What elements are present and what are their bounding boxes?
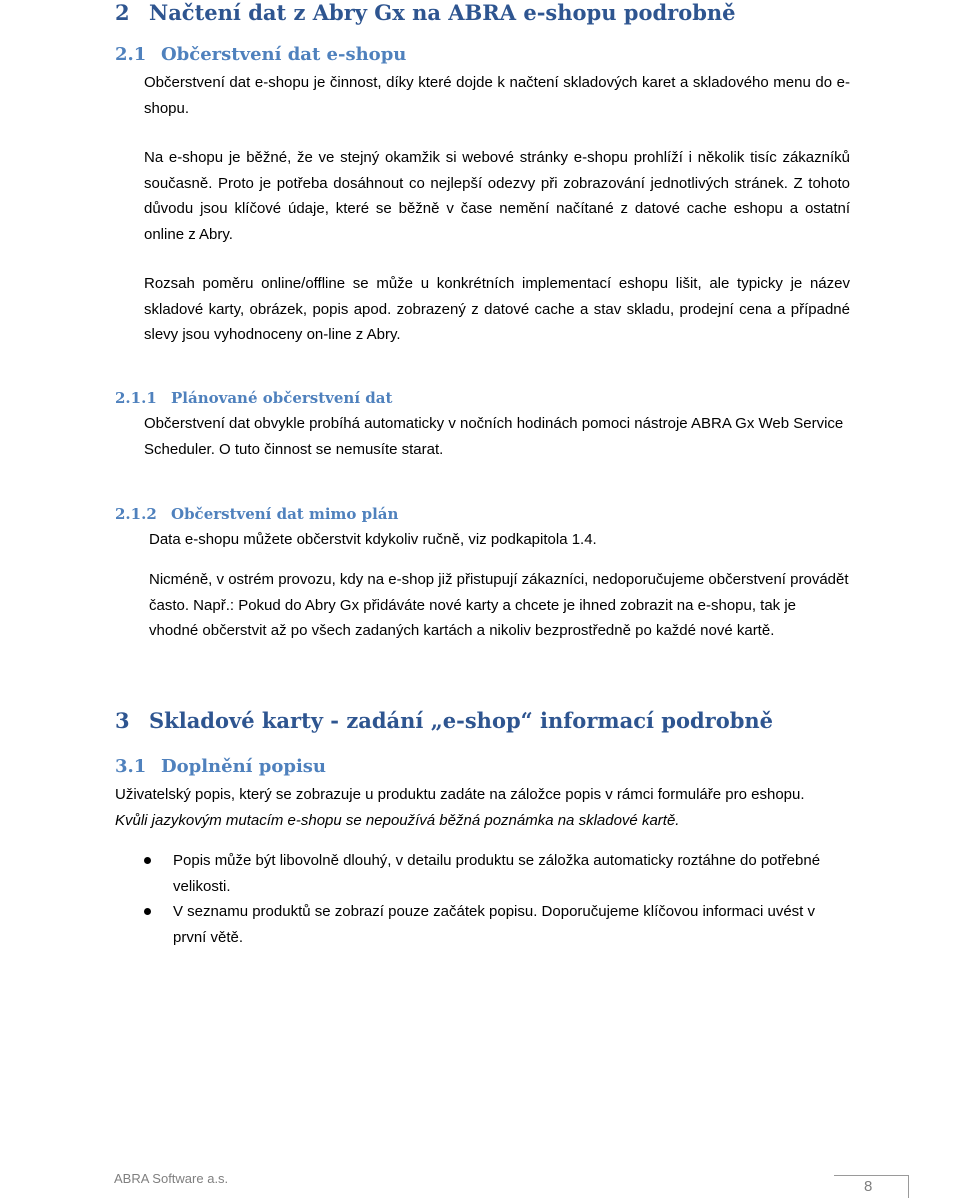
subsection-2-1-2-heading bbox=[115, 505, 398, 523]
subsection-number: 2.1 bbox=[115, 44, 147, 65]
section-number: 2 bbox=[115, 0, 130, 25]
subsection-title: Doplnění popisu bbox=[161, 756, 327, 777]
subsection-title: Občerstvení dat e-shopu bbox=[161, 44, 407, 65]
paragraph-2-1-online-offline: Rozsah poměru online/offline se může u konkrétních implementací eshopu lišit, ale typicky je název skladové karty, obrázek, popis apod. zobrazený z datové cache a stav skladu, prodejní cena a případné slevy jsou vyhodnoceny on-line z Abry. bbox=[144, 275, 850, 343]
section-title: Načtení dat z Abry Gx na ABRA e-shopu podrobně bbox=[149, 0, 736, 25]
subsection-number: 2.1.2 bbox=[115, 505, 157, 523]
description-note-italic: Kvůli jazykovým mutacím e-shopu se nepoužívá běžná poznámka na skladové kartě. bbox=[115, 811, 680, 829]
section-2-heading bbox=[115, 0, 736, 25]
list-item bbox=[144, 848, 824, 899]
paragraph-2-1-intro: Občerstvení dat e-shopu je činnost, díky které dojde k načtení skladových karet a skladového menu do e-shopu. bbox=[144, 74, 850, 117]
paragraph-3-1-description bbox=[115, 782, 815, 833]
subsection-2-1-heading bbox=[115, 44, 406, 65]
subsection-2-1-1-heading bbox=[115, 389, 392, 407]
list-item-text: Popis může být libovolně dlouhý, v detailu produktu se záložka automaticky roztáhne do potřebné velikosti. bbox=[173, 852, 821, 895]
paragraph-2-1-2-production: Nicméně, v ostrém provozu, kdy na e-shop již přistupují zákazníci, nedoporučujeme občerstvení provádět často. Např.: Pokud do Abry Gx přidáváte nové karty a chcete je ihned zobrazit na e-shopu, tak je vhodné občerstvit až po všech zadaných kartách a nikoliv bezprostředně po každé nové kartě. bbox=[149, 571, 849, 639]
list-item-text: V seznamu produktů se zobrazí pouze začátek popisu. Doporučujeme klíčovou informaci uvést v první větě. bbox=[173, 903, 815, 946]
subsection-title: Občerstvení dat mimo plán bbox=[171, 505, 399, 523]
subsection-title: Plánované občerstvení dat bbox=[171, 389, 393, 407]
paragraph-2-1-1-scheduler: Občerstvení dat obvykle probíhá automaticky v nočních hodinách pomoci nástroje ABRA Gx Web Service Scheduler. O tuto činnost se nemusíte starat. bbox=[144, 415, 844, 458]
paragraph-2-1-2-manual: Data e-shopu můžete občerstvit kdykoliv ručně, viz podkapitola 1.4. bbox=[149, 531, 597, 548]
subsection-number: 2.1.1 bbox=[115, 389, 157, 407]
subsection-3-1-heading bbox=[115, 756, 326, 777]
page-number: 8 bbox=[864, 1178, 873, 1195]
section-3-heading bbox=[115, 708, 773, 733]
section-number: 3 bbox=[115, 708, 130, 733]
bullet-list bbox=[144, 848, 824, 950]
bullet-icon bbox=[144, 857, 151, 864]
section-title: Skladové karty - zadání „e-shop“ informací podrobně bbox=[149, 708, 774, 733]
bullet-icon bbox=[144, 908, 151, 915]
subsection-number: 3.1 bbox=[115, 756, 147, 777]
description-text: Uživatelský popis, který se zobrazuje u produktu zadáte na záložce popis v rámci formuláře pro eshopu. bbox=[115, 786, 805, 803]
paragraph-2-1-performance: Na e-shopu je běžné, že ve stejný okamžik si webové stránky e-shopu prohlíží i několik tisíc zákazníků současně. Proto je potřeba dosáhnout co nejlepší odezvy při zobrazování jednotlivých stránek. Z tohoto důvodu jsou klíčové údaje, které se běžně v čase nemění načítané z datové cache eshopu a ostatní online z Abry. bbox=[144, 149, 850, 243]
list-item bbox=[144, 899, 824, 950]
footer-company: ABRA Software a.s. bbox=[114, 1171, 229, 1186]
